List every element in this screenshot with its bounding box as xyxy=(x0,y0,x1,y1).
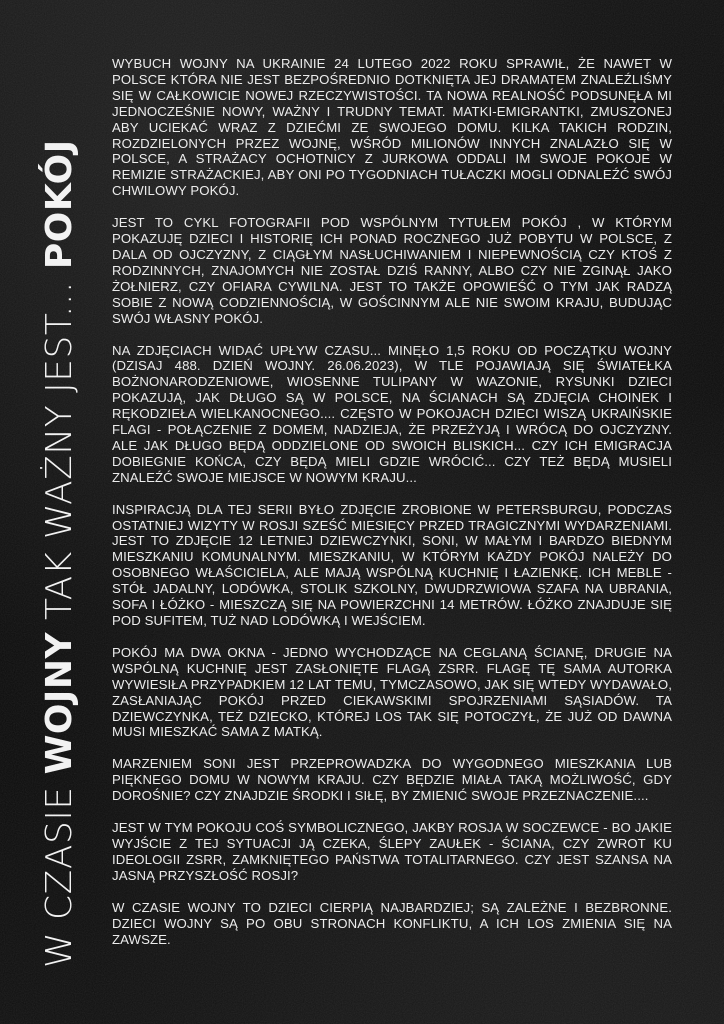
title-part-tak-wazny: TAK WAŻNY JEST... xyxy=(39,269,80,632)
article-body xyxy=(112,56,672,963)
paragraph-6: MARZENIEM SONI JEST PRZEPROWADZKA DO WYGODNEGO MIESZKANIA LUB PIĘKNEGO DOMU W NOWYM KRAJU. CZY BĘDZIE MIAŁA TAKĄ MOŻLIWOŚĆ, GDY DOROŚNIE? CZY ZNAJDZIE ŚRODKI I SIŁĘ, BY ZMIENIĆ SWOJE PRZEZNACZENIE.... xyxy=(112,756,672,804)
paragraph-4: INSPIRACJĄ DLA TEJ SERII BYŁO ZDJĘCIE ZROBIONE W PETERSBURGU, PODCZAS OSTATNIEJ WIZYTY W ROSJI SZEŚĆ MIESIĘCY PRZED TRAGICZNYMI WYDARZENIAMI. JEST TO ZDJĘCIE 12 LETNIEJ DZIEWCZYNKI, SONI, W MAŁYM I BARDZO BIEDNYM MIESZKANIU KOMUNALNYM. MIESZKANIU, W KTÓRYM KAŻDY POKÓJ NALEŻY DO OSOBNEGO WŁAŚCICIELA, ALE MAJĄ WSPÓLNĄ KUCHNIĘ I ŁAZIENKĘ. ICH MEBLE - STÓŁ JADALNY, LODÓWKA, STOLIK SZKOLNY, DWUDRZWIOWA SZAFA NA UBRANIA, SOFA I ŁÓŻKO - MIESZCZĄ SIĘ NA POWIERZCHNI 14 METRÓW. ŁÓŻKO ZNAJDUJE SIĘ POD SUFITEM, TUŻ NAD LODÓWKĄ I WEJŚCIEM. xyxy=(112,501,672,628)
title-part-wojny: WOJNY xyxy=(39,631,80,775)
paragraph-1: WYBUCH WOJNY NA UKRAINIE 24 LUTEGO 2022 ROKU SPRAWIŁ, ŻE NAWET W POLSCE KTÓRA NIE JEST BEZPOŚREDNIO DOTKNIĘTA JEJ DRAMATEM ZNALEŹLIŚMY SIĘ W CAŁKOWICIE NOWEJ RZECZYWISTOŚCI. TA NOWA REALNOŚĆ PODSUNĘŁA MI JEDNOCZEŚNIE NOWY, WAŻNY I TRUDNY TEMAT. MATKI-EMIGRANTKI, ZMUSZONEJ ABY UCIEKAĆ WRAZ Z DZIEĆMI ZE SWOJEGO DOMU. KILKA TAKICH RODZIN, ROZDZIELONYCH PRZEZ WOJNĘ, WŚRÓD MILIONÓW INNYCH ZNALAZŁO SIĘ W POLSCE, A STRAŻACY OCHOTNICY Z JURKOWA ODDALI IM SWOJE POKOJE W REMIZIE STRAŻACKIEJ, ABY ONI PO TYGODNIACH TUŁACZKI MOGLI ODNALEŹĆ SWÓJ CHWILOWY POKÓJ. xyxy=(112,56,672,199)
vertical-title xyxy=(39,139,80,968)
paragraph-2: JEST TO CYKL FOTOGRAFII POD WSPÓLNYM TYTUŁEM POKÓJ , W KTÓRYM POKAZUJĘ DZIECI I HISTORIĘ ICH PONAD ROCZNEGO JUŻ POBYTU W POLSCE, Z DALA OD OJCZYZNY, Z CIĄGŁYM NASŁUCHIWANIEM I NIEPEWNOŚCIĄ CZY KTOŚ Z RODZINNYCH, ZNAJOMYCH NIE ZOSTAŁ DZIŚ RANNY, ALBO CZY NIE ZGINĄŁ JAKO ŻOŁNIERZ, CZY OFIARA CYWILNA. JEST TO TAKŻE OPOWIEŚĆ O TYM JAK RADZĄ SOBIE Z NOWĄ CODZIENNOŚCIĄ, W GOŚCINNYM ALE NIE SWOIM KRAJU, BUDUJĄC SWÓJ WŁASNY POKÓJ. xyxy=(112,215,672,326)
paragraph-8: W CZASIE WOJNY TO DZIECI CIERPIĄ NAJBARDZIEJ; SĄ ZALEŻNE I BEZBRONNE. DZIECI WOJNY SĄ PO OBU STRONACH KONFLIKTU, A ICH LOS ZMIENIA SIĘ NA ZAWSZE. xyxy=(112,899,672,947)
title-part-pokoj: POKÓJ xyxy=(39,139,80,270)
paragraph-3: NA ZDJĘCIACH WIDAĆ UPŁYW CZASU... MINĘŁO 1,5 ROKU OD POCZĄTKU WOJNY (DZISAJ 488. DZIEŃ WOJNY. 26.06.2023), W TLE POJAWIAJĄ SIĘ ŚWIATEŁKA BOŻNONARODZENIOWE, WIOSENNE TULIPANY W WAZONIE, RYSUNKI DZIECI POKAZUJĄ, JAK DŁUGO SĄ W POLSCE, NA ŚCIANACH SĄ ZDJĘCIA CHOINEK I RĘKODZIEŁA WIELKANOCNEGO.... CZĘSTO W POKOJACH DZIECI WISZĄ UKRAIŃSKIE FLAGI - POŁĄCZENIE Z DOMEM, NADZIEJA, ŻE PRZEŻYJĄ I WRÓCĄ DO OJCZYZNY. ALE JAK DŁUGO BĘDĄ ODDZIELONE OD SWOICH BLISKICH... CZY ICH EMIGRACJA DOBIEGNIE KOŃCA, CZY BĘDĄ MIELI GDZIE WRÓCIĆ... CZY TEŻ BĘDĄ MUSIELI ZNALEŹĆ SWOJE MIEJSCE W NOWYM KRAJU... xyxy=(112,342,672,485)
title-part-w-czasie: W CZASIE xyxy=(39,774,80,968)
paragraph-5: POKÓJ MA DWA OKNA - JEDNO WYCHODZĄCE NA CEGLANĄ ŚCIANĘ, DRUGIE NA WSPÓLNĄ KUCHNIĘ JEST ZASŁONIĘTE FLAGĄ ZSRR. FLAGĘ TĘ SAMA AUTORKA WYWIESIŁA PRZYPADKIEM 12 LAT TEMU, TYMCZASOWO, JAK SIĘ WTEDY WYDAWAŁO, ZASŁANIAJĄC POKÓJ PRZED CIEKAWSKIMI SPOJRZENIAMI SĄSIADÓW. TA DZIEWCZYNKA, TEŻ DZIECKO, KTÓREJ LOS TAK SIĘ POTOCZYŁ, ŻE JUŻ OD DAWNA MUSI MIESZKAĆ SAMA Z MATKĄ. xyxy=(112,644,672,740)
paragraph-7: JEST W TYM POKOJU COŚ SYMBOLICZNEGO, JAKBY ROSJA W SOCZEWCE - BO JAKIE WYJŚCIE Z TEJ SYTUACJI JĄ CZEKA, ŚLEPY ZAUŁEK - ŚCIANA, CZY ZWROT KU IDEOLOGII ZSRR, ZAMKNIĘTEGO PAŃSTWA TOTALITARNEGO. CZY JEST SZANSA NA JASNĄ PRZYSZŁOŚĆ ROSJI? xyxy=(112,820,672,883)
